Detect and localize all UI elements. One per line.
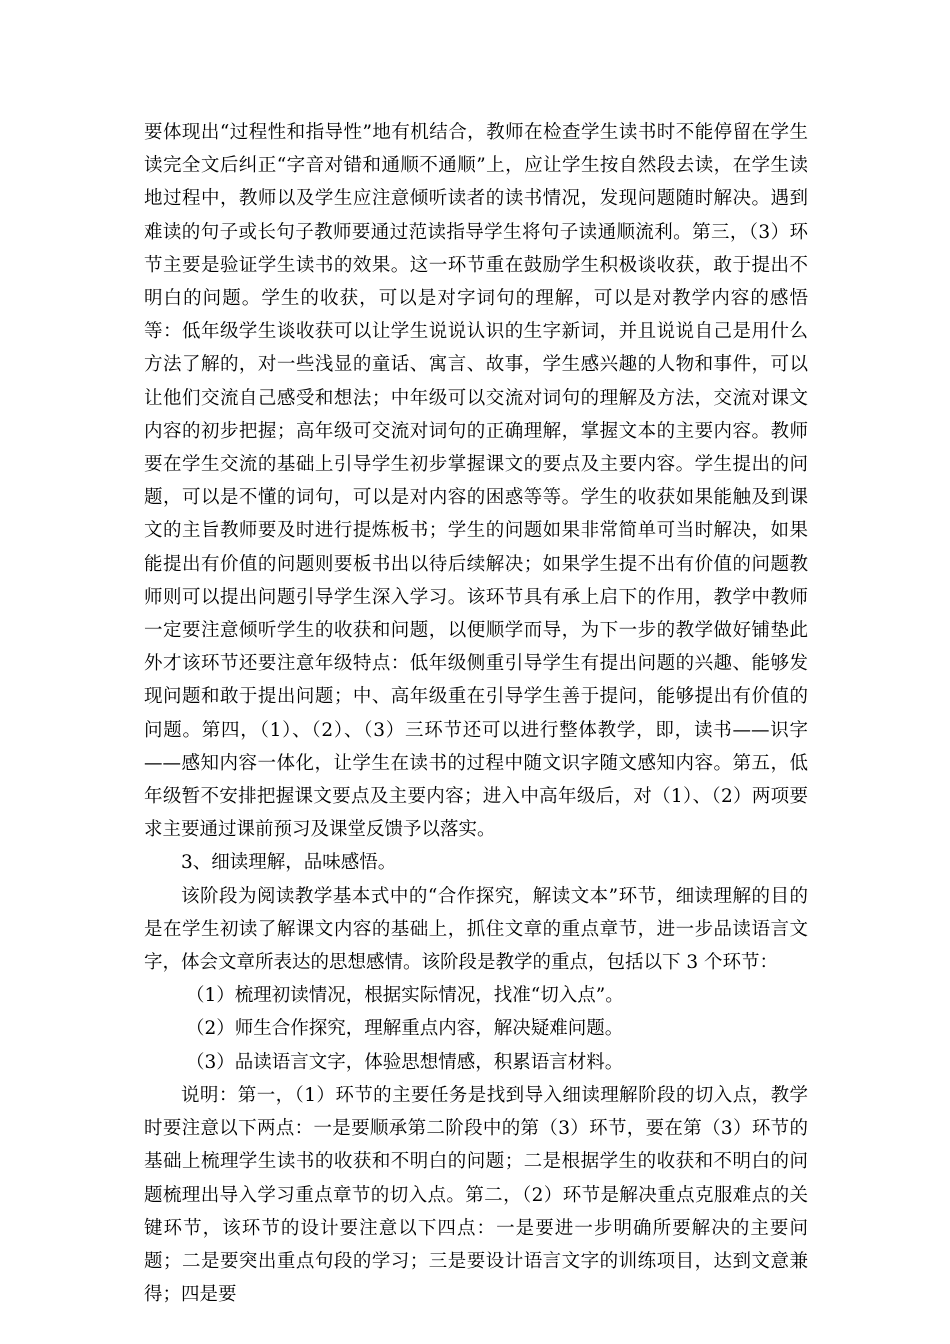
list-item-step-2: （2）师生合作探究，理解重点内容，解决疑难问题。 [186,1018,624,1040]
list-item-step-3: （3）品读语言文字，体验思想情感，积累语言材料。 [186,1051,624,1073]
section-intro-paragraph: 该阶段为阅读教学基本式中的“合作探究，解读文本”环节，细读理解的目的是在学生初读了解课文内容的基础上，抓住文章的重点章节，进一步品读语言文字，体会文章所表达的思想感情。该阶段是教学的重点，包括以下 3 个环节： [144,885,808,974]
body-paragraph-continuation: 要体现出“过程性和指导性”地有机结合，教师在检查学生读书时不能停留在学生读完全文后纠正“字音对错和通顺不通顺”上，应让学生按自然段去读，在学生读地过程中，教师以及学生应注意倾听读者的读书情况，发现问题随时解决。遇到难读的句子或长句子教师要通过范读指导学生将句子读通顺流利。第三，（3）环节主要是验证学生读书的效果。这一环节重在鼓励学生积极谈收获，敢于提出不明白的问题。学生的收获，可以是对字词句的理解，可以是对教学内容的感悟等：低年级学生谈收获可以让学生说说认识的生字新词，并且说说自己是用什么方法了解的，对一些浅显的童话、寓言、故事，学生感兴趣的人物和事件，可以让他们交流自己感受和想法；中年级可以交流对词句的理解及方法，交流对课文内容的初步把握；高年级可交流对词句的正确理解，掌握文本的主要内容。教师要在学生交流的基础上引导学生初步掌握课文的要点及主要内容。学生提出的问题，可以是不懂的词句，可以是对内容的困惑等等。学生的收获如果能触及到课文的主旨教师要及时进行提炼板书；学生的问题如果非常简单可当时解决，如果能提出有价值的问题则要板书出以待后续解决；如果学生提不出有价值的问题教师则可以提出问题引导学生深入学习。该环节具有承上启下的作用，教学中教师一定要注意倾听学生的收获和问题，以便顺学而导，为下一步的教学做好铺垫此外才该环节还要注意年级特点：低年级侧重引导学生有提出问题的兴趣、能够发现问题和敢于提出问题；中、高年级重在引导学生善于提问，能够提出有价值的问题。第四，（1）、（2）、（3）三环节还可以进行整体教学，即，读书——识字——感知内容一体化，让学生在读书的过程中随文识字随文感知内容。第五，低年级暂不安排把握课文要点及主要内容；进入中高年级后，对（1）、（2）两项要求主要通过课前预习及课堂反馈予以落实。 [144,122,808,841]
explanation-paragraph: 说明：第一，（1）环节的主要任务是找到导入细读理解阶段的切入点，教学时要注意以下两点：一是要顺承第二阶段中的第（3）环节，要在第（3）环节的基础上梳理学生读书的收获和不明白的问题；二是根据学生的收获和不明白的问题梳理出导入学习重点章节的切入点。第二，（2）环节是解决重点克服难点的关键环节，该环节的设计要注意以下四点：一是要进一步明确所要解决的主要问题；二是要突出重点句段的学习；三是要设计语言文字的训练项目，达到文意兼得；四是要 [144,1084,808,1306]
section-heading-3: 3、细读理解，品味感悟。 [181,852,397,874]
document-page [144,116,808,1311]
list-item-step-1: （1）梳理初读情况，根据实际情况，找准“切入点”。 [186,985,624,1007]
